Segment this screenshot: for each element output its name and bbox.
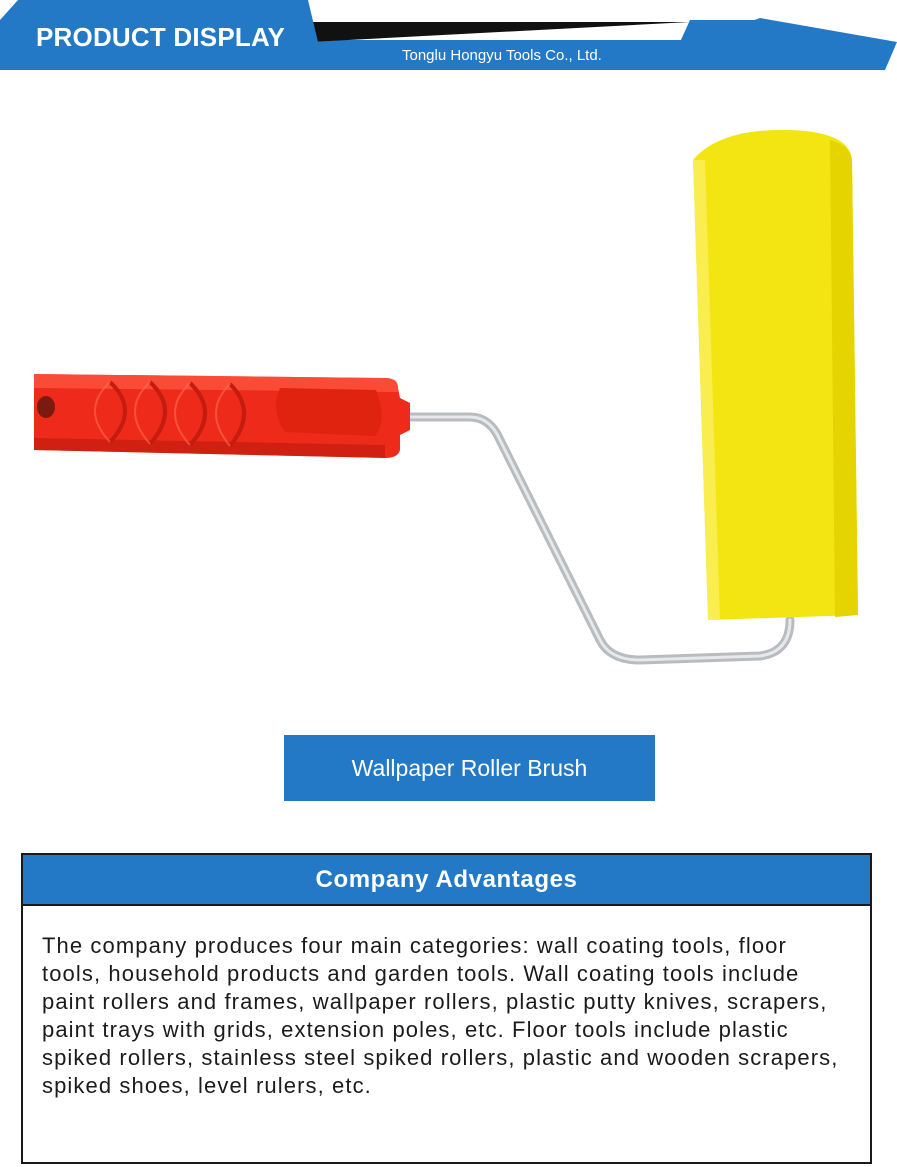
advantages-body-text: The company produces four main categories: wall coating tools, floor tools, household products and garden tools. Wall coating tools include paint rollers and frames, wallpaper rollers, plastic putty knives, scrapers, paint trays with grids, extension poles, etc. Floor tools include plastic spiked rollers, stainless steel spiked rollers, plastic and wooden scrapers, spiked shoes, level rulers, etc. bbox=[42, 933, 839, 1098]
product-name-label: Wallpaper Roller Brush bbox=[284, 735, 655, 801]
advantages-heading: Company Advantages bbox=[23, 855, 870, 906]
product-photo bbox=[0, 120, 897, 680]
company-name: Tonglu Hongyu Tools Co., Ltd. bbox=[402, 47, 602, 64]
company-advantages-panel bbox=[21, 853, 872, 1164]
paint-roller-icon bbox=[0, 120, 897, 680]
page-title: PRODUCT DISPLAY bbox=[36, 22, 286, 52]
page-header bbox=[0, 0, 897, 80]
